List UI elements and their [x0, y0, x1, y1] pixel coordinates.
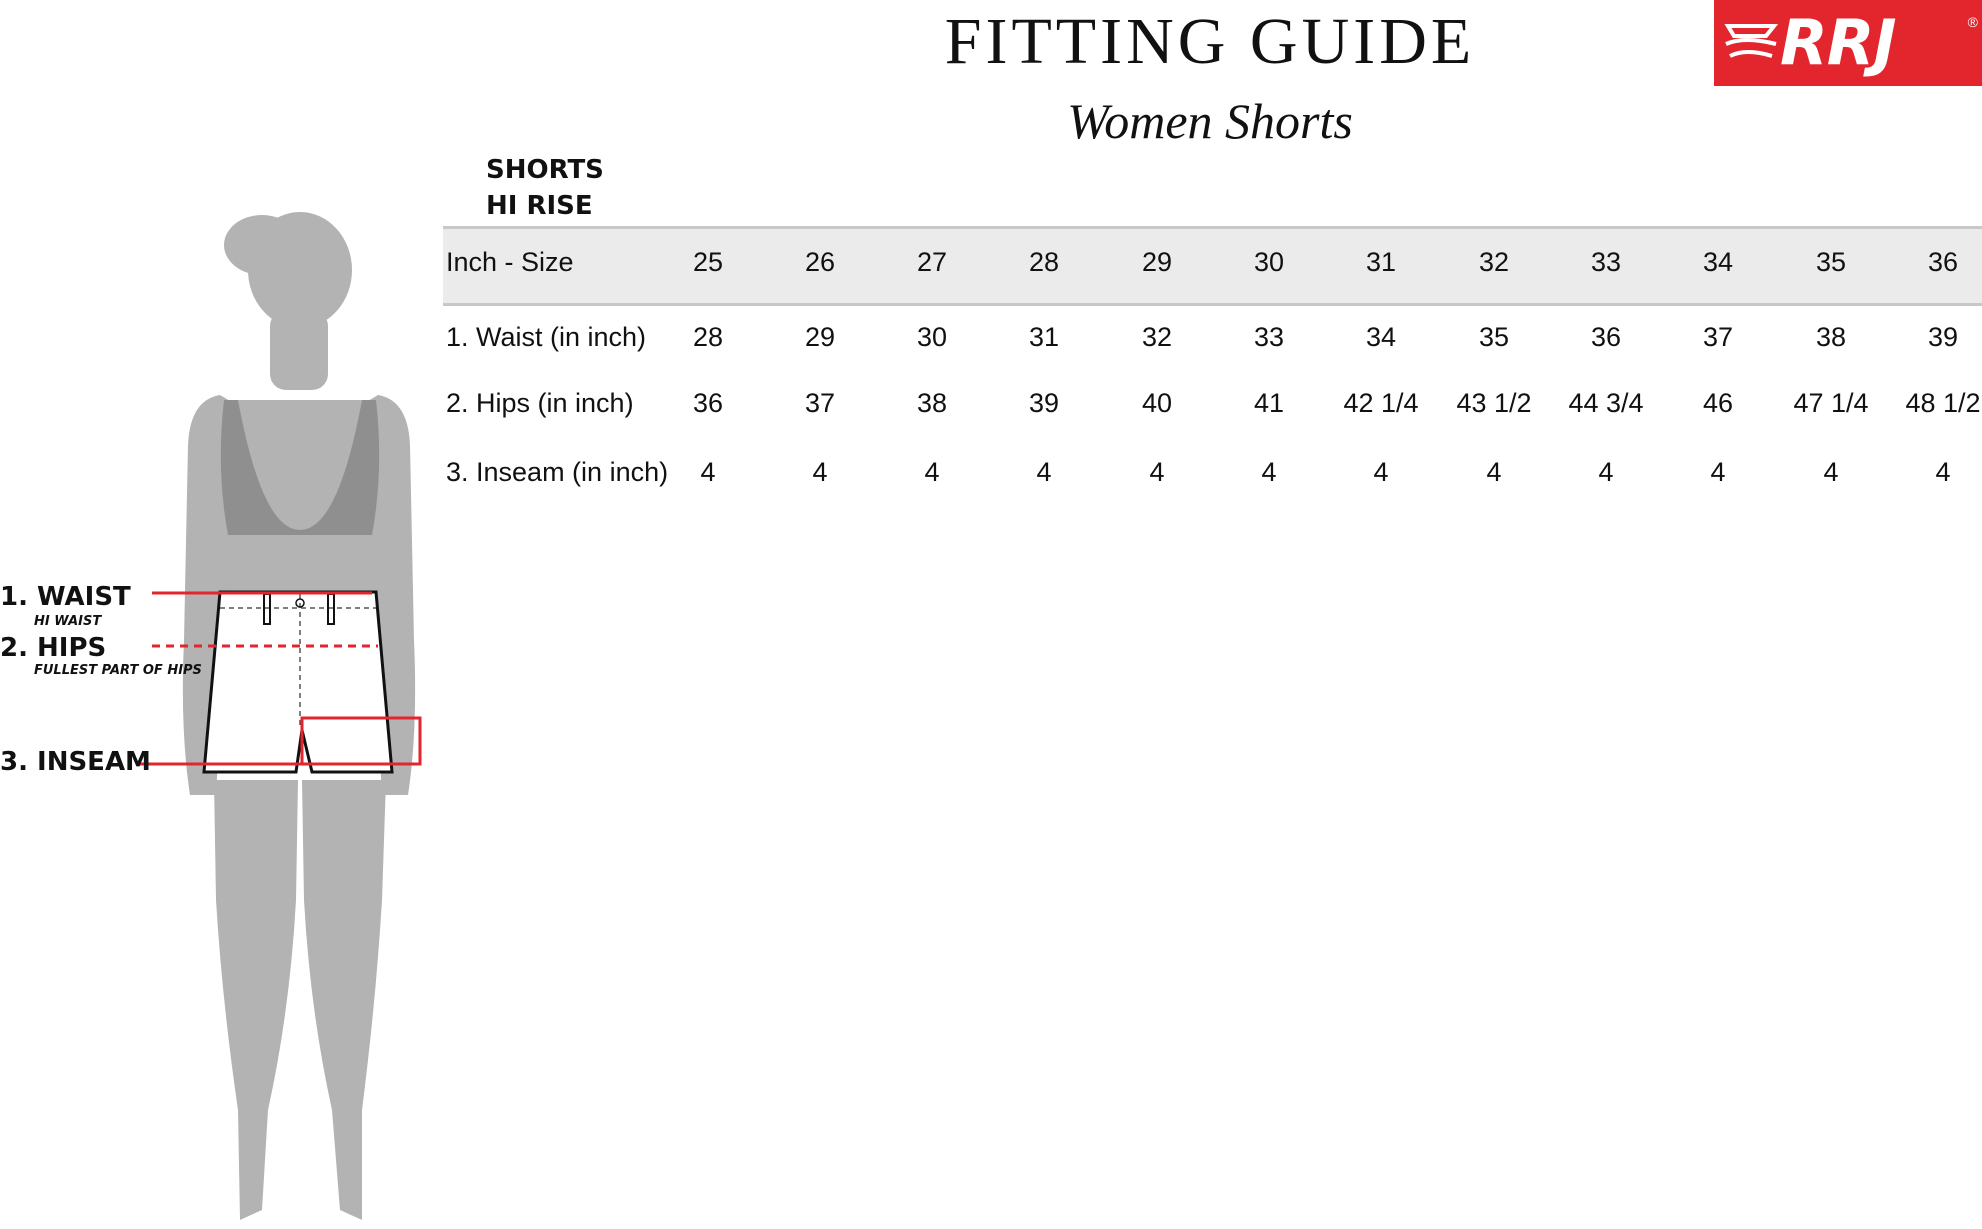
waist-cell: 28 [692, 322, 724, 352]
size-cell: 27 [916, 247, 948, 277]
hips-cell: 39 [1028, 388, 1060, 418]
waist-cell: 39 [1927, 322, 1959, 352]
waist-cell: 30 [916, 322, 948, 352]
waist-cell: 32 [1141, 322, 1173, 352]
waist-measure-label: 1. WAIST [0, 582, 131, 612]
hips-row [446, 388, 1982, 428]
size-cell: 29 [1141, 247, 1173, 277]
inseam-cell: 4 [924, 457, 940, 487]
hips-row-label: 2. Hips (in inch) [446, 388, 634, 418]
table-heading-line1: SHORTS [486, 155, 604, 185]
inseam-cell: 4 [812, 457, 828, 487]
waist-row-label: 1. Waist (in inch) [446, 322, 647, 352]
hips-measure-label: 2. HIPS [0, 633, 107, 663]
hips-cell: 41 [1253, 388, 1285, 418]
inseam-row [446, 457, 1982, 497]
size-cell: 31 [1365, 247, 1397, 277]
inseam-cell: 4 [1823, 457, 1839, 487]
hips-cell: 43 1/2 [1456, 388, 1532, 418]
page-subtitle: Women Shorts [1067, 93, 1353, 149]
waist-cell: 37 [1702, 322, 1734, 352]
size-cell: 32 [1478, 247, 1510, 277]
hips-cell: 36 [692, 388, 724, 418]
waist-row [446, 322, 1982, 362]
page-title: FITTING GUIDE [944, 5, 1476, 78]
hips-cell: 40 [1141, 388, 1173, 418]
hips-cell: 44 3/4 [1568, 388, 1644, 418]
registered-mark: ® [1967, 14, 1978, 30]
inseam-row-label: 3. Inseam (in inch) [446, 457, 669, 487]
waist-cell: 38 [1815, 322, 1847, 352]
hips-cell: 38 [916, 388, 948, 418]
waist-measure-sublabel: HI WAIST [34, 614, 102, 629]
hips-cell: 47 1/4 [1793, 388, 1869, 418]
hips-cell: 46 [1702, 388, 1734, 418]
size-cell: 36 [1927, 247, 1959, 277]
inseam-cell: 4 [1373, 457, 1389, 487]
logo-wordmark: RRJ [1780, 6, 1896, 79]
shorts-drawing [204, 592, 392, 772]
table-heading-line2: HI RISE [486, 191, 593, 221]
inseam-cell: 4 [1710, 457, 1726, 487]
waist-cell: 33 [1253, 322, 1285, 352]
waist-cell: 34 [1365, 322, 1397, 352]
waist-cell: 36 [1590, 322, 1622, 352]
hips-cell: 42 1/4 [1343, 388, 1419, 418]
size-cell: 28 [1028, 247, 1060, 277]
inseam-cell: 4 [1149, 457, 1165, 487]
inseam-cell: 4 [1036, 457, 1052, 487]
body-figure-illustration [0, 210, 440, 1229]
size-cell: 35 [1815, 247, 1847, 277]
table-heading [486, 152, 604, 224]
inseam-cell: 4 [1261, 457, 1277, 487]
logo-wave-icon [1724, 18, 1780, 68]
waist-cell: 31 [1028, 322, 1060, 352]
waist-cell: 29 [804, 322, 836, 352]
inseam-cell: 4 [1486, 457, 1502, 487]
inseam-measure-label: 3. INSEAM [0, 747, 151, 777]
size-row-label: Inch - Size [446, 247, 574, 277]
inseam-cell: 4 [1935, 457, 1951, 487]
size-cell: 25 [692, 247, 724, 277]
inseam-cell: 4 [1598, 457, 1614, 487]
waist-cell: 35 [1478, 322, 1510, 352]
inseam-cell: 4 [700, 457, 716, 487]
hips-measure-sublabel: FULLEST PART OF HIPS [34, 663, 202, 678]
hips-cell: 48 1/2 [1905, 388, 1981, 418]
size-cell: 33 [1590, 247, 1622, 277]
size-cell: 34 [1702, 247, 1734, 277]
size-cell: 30 [1253, 247, 1285, 277]
brand-logo [1714, 0, 1982, 86]
size-cell: 26 [804, 247, 836, 277]
hips-cell: 37 [804, 388, 836, 418]
size-row [446, 247, 1982, 287]
